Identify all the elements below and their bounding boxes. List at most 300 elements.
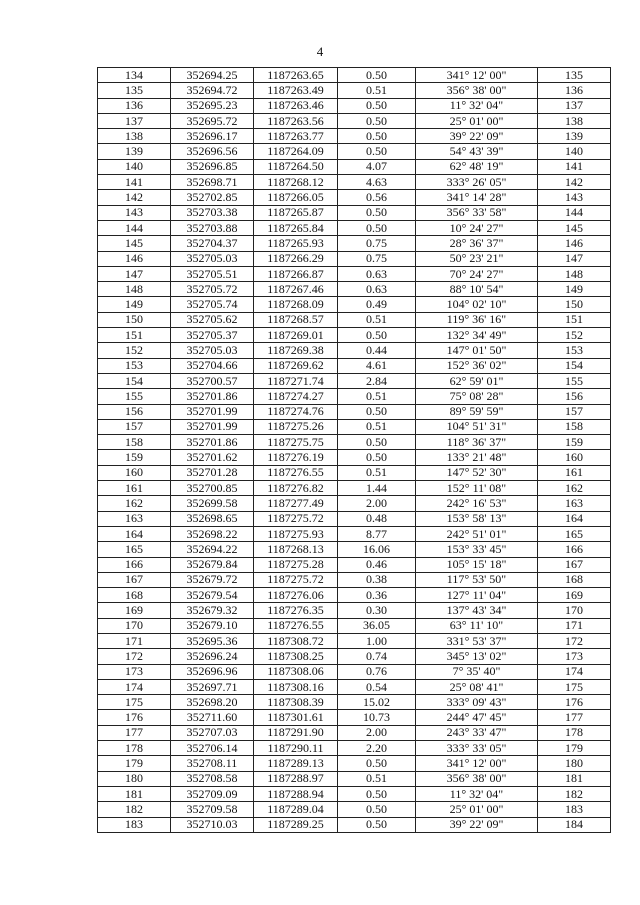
- cell-distance: 36.05: [338, 618, 416, 633]
- cell-distance: 0.46: [338, 557, 416, 572]
- cell-next-point: 173: [538, 649, 611, 664]
- cell-next-point: 166: [538, 542, 611, 557]
- coordinates-table: [97, 67, 611, 833]
- cell-distance: 2.20: [338, 741, 416, 756]
- cell-bearing: 117° 53' 50": [416, 572, 538, 587]
- cell-x: 352703.88: [171, 220, 254, 235]
- cell-distance: 0.76: [338, 664, 416, 679]
- cell-x: 352701.99: [171, 419, 254, 434]
- cell-next-point: 137: [538, 98, 611, 113]
- cell-distance: 0.30: [338, 603, 416, 618]
- cell-point: 158: [98, 435, 171, 450]
- cell-next-point: 140: [538, 144, 611, 159]
- table-row: [98, 113, 611, 128]
- cell-point: 183: [98, 817, 171, 832]
- cell-point: 146: [98, 251, 171, 266]
- cell-distance: 2.00: [338, 725, 416, 740]
- cell-bearing: 63° 11' 10": [416, 618, 538, 633]
- cell-bearing: 104° 51' 31": [416, 419, 538, 434]
- table-row: [98, 786, 611, 801]
- cell-bearing: 127° 11' 04": [416, 588, 538, 603]
- cell-point: 150: [98, 312, 171, 327]
- cell-x: 352707.03: [171, 725, 254, 740]
- cell-bearing: 105° 15' 18": [416, 557, 538, 572]
- table-row: [98, 664, 611, 679]
- cell-y: 1187288.94: [254, 786, 338, 801]
- cell-point: 157: [98, 419, 171, 434]
- cell-y: 1187275.26: [254, 419, 338, 434]
- cell-point: 149: [98, 297, 171, 312]
- cell-y: 1187264.09: [254, 144, 338, 159]
- cell-y: 1187269.62: [254, 358, 338, 373]
- cell-bearing: 147° 52' 30": [416, 465, 538, 480]
- cell-x: 352704.37: [171, 236, 254, 251]
- cell-distance: 1.44: [338, 481, 416, 496]
- cell-bearing: 7° 35' 40": [416, 664, 538, 679]
- cell-next-point: 148: [538, 266, 611, 281]
- cell-bearing: 341° 12' 00": [416, 756, 538, 771]
- table-row: [98, 312, 611, 327]
- cell-next-point: 176: [538, 695, 611, 710]
- cell-bearing: 341° 14' 28": [416, 190, 538, 205]
- cell-next-point: 151: [538, 312, 611, 327]
- cell-next-point: 184: [538, 817, 611, 832]
- cell-next-point: 162: [538, 481, 611, 496]
- cell-bearing: 54° 43' 39": [416, 144, 538, 159]
- cell-bearing: 152° 11' 08": [416, 481, 538, 496]
- cell-x: 352700.57: [171, 373, 254, 388]
- cell-x: 352695.72: [171, 113, 254, 128]
- cell-bearing: 137° 43' 34": [416, 603, 538, 618]
- cell-point: 181: [98, 786, 171, 801]
- cell-point: 135: [98, 83, 171, 98]
- cell-point: 178: [98, 741, 171, 756]
- table-row: [98, 343, 611, 358]
- cell-x: 352697.71: [171, 679, 254, 694]
- table-row: [98, 435, 611, 450]
- cell-next-point: 150: [538, 297, 611, 312]
- cell-y: 1187274.76: [254, 404, 338, 419]
- cell-distance: 0.50: [338, 328, 416, 343]
- table-row: [98, 741, 611, 756]
- cell-distance: 4.07: [338, 159, 416, 174]
- cell-y: 1187308.06: [254, 664, 338, 679]
- table-row: [98, 572, 611, 587]
- cell-bearing: 119° 36' 16": [416, 312, 538, 327]
- table-row: [98, 695, 611, 710]
- cell-bearing: 75° 08' 28": [416, 389, 538, 404]
- cell-point: 151: [98, 328, 171, 343]
- cell-x: 352696.17: [171, 129, 254, 144]
- table-row: [98, 175, 611, 190]
- cell-point: 162: [98, 496, 171, 511]
- cell-x: 352705.72: [171, 282, 254, 297]
- cell-x: 352698.65: [171, 511, 254, 526]
- cell-point: 159: [98, 450, 171, 465]
- cell-y: 1187269.38: [254, 343, 338, 358]
- cell-point: 177: [98, 725, 171, 740]
- table-row: [98, 297, 611, 312]
- cell-bearing: 243° 33' 47": [416, 725, 538, 740]
- cell-next-point: 160: [538, 450, 611, 465]
- cell-bearing: 345° 13' 02": [416, 649, 538, 664]
- cell-y: 1187308.72: [254, 633, 338, 648]
- cell-point: 152: [98, 343, 171, 358]
- cell-point: 180: [98, 771, 171, 786]
- cell-point: 172: [98, 649, 171, 664]
- cell-y: 1187265.87: [254, 205, 338, 220]
- table-row: [98, 68, 611, 83]
- cell-y: 1187275.72: [254, 572, 338, 587]
- cell-bearing: 242° 16' 53": [416, 496, 538, 511]
- cell-point: 137: [98, 113, 171, 128]
- cell-point: 142: [98, 190, 171, 205]
- cell-y: 1187268.09: [254, 297, 338, 312]
- cell-x: 352695.36: [171, 633, 254, 648]
- cell-y: 1187275.93: [254, 526, 338, 541]
- cell-next-point: 158: [538, 419, 611, 434]
- cell-bearing: 25° 01' 00": [416, 802, 538, 817]
- table-row: [98, 679, 611, 694]
- cell-bearing: 356° 38' 00": [416, 83, 538, 98]
- table-row: [98, 817, 611, 832]
- cell-bearing: 333° 33' 05": [416, 741, 538, 756]
- table-row: [98, 251, 611, 266]
- table-row: [98, 496, 611, 511]
- cell-distance: 0.48: [338, 511, 416, 526]
- cell-point: 169: [98, 603, 171, 618]
- cell-distance: 0.75: [338, 251, 416, 266]
- cell-point: 161: [98, 481, 171, 496]
- cell-point: 143: [98, 205, 171, 220]
- cell-point: 163: [98, 511, 171, 526]
- cell-x: 352698.71: [171, 175, 254, 190]
- cell-x: 352701.62: [171, 450, 254, 465]
- cell-x: 352703.38: [171, 205, 254, 220]
- cell-x: 352705.03: [171, 251, 254, 266]
- cell-y: 1187267.46: [254, 282, 338, 297]
- cell-distance: 15.02: [338, 695, 416, 710]
- table-row: [98, 328, 611, 343]
- cell-distance: 0.51: [338, 83, 416, 98]
- cell-y: 1187265.84: [254, 220, 338, 235]
- cell-y: 1187290.11: [254, 741, 338, 756]
- cell-y: 1187275.28: [254, 557, 338, 572]
- cell-x: 352696.56: [171, 144, 254, 159]
- cell-bearing: 333° 09' 43": [416, 695, 538, 710]
- cell-y: 1187277.49: [254, 496, 338, 511]
- cell-next-point: 183: [538, 802, 611, 817]
- cell-distance: 0.50: [338, 144, 416, 159]
- cell-distance: 0.51: [338, 465, 416, 480]
- table-row: [98, 542, 611, 557]
- cell-next-point: 155: [538, 373, 611, 388]
- table-row: [98, 83, 611, 98]
- cell-bearing: 331° 53' 37": [416, 633, 538, 648]
- cell-distance: 10.73: [338, 710, 416, 725]
- cell-point: 170: [98, 618, 171, 633]
- cell-point: 171: [98, 633, 171, 648]
- table-row: [98, 190, 611, 205]
- table-row: [98, 389, 611, 404]
- table-row: [98, 618, 611, 633]
- cell-distance: 0.38: [338, 572, 416, 587]
- cell-bearing: 356° 33' 58": [416, 205, 538, 220]
- cell-bearing: 28° 36' 37": [416, 236, 538, 251]
- cell-y: 1187263.49: [254, 83, 338, 98]
- cell-y: 1187289.04: [254, 802, 338, 817]
- cell-x: 352698.20: [171, 695, 254, 710]
- cell-x: 352709.09: [171, 786, 254, 801]
- cell-bearing: 88° 10' 54": [416, 282, 538, 297]
- cell-x: 352699.58: [171, 496, 254, 511]
- cell-next-point: 138: [538, 113, 611, 128]
- cell-y: 1187289.13: [254, 756, 338, 771]
- cell-x: 352695.23: [171, 98, 254, 113]
- cell-y: 1187274.27: [254, 389, 338, 404]
- cell-y: 1187276.35: [254, 603, 338, 618]
- cell-distance: 0.50: [338, 786, 416, 801]
- table-row: [98, 266, 611, 281]
- cell-distance: 0.50: [338, 98, 416, 113]
- cell-next-point: 182: [538, 786, 611, 801]
- cell-point: 139: [98, 144, 171, 159]
- cell-next-point: 147: [538, 251, 611, 266]
- table-row: [98, 205, 611, 220]
- cell-next-point: 168: [538, 572, 611, 587]
- cell-point: 153: [98, 358, 171, 373]
- table-row: [98, 526, 611, 541]
- cell-distance: 4.61: [338, 358, 416, 373]
- cell-y: 1187263.77: [254, 129, 338, 144]
- cell-point: 155: [98, 389, 171, 404]
- cell-point: 138: [98, 129, 171, 144]
- cell-next-point: 174: [538, 664, 611, 679]
- cell-point: 175: [98, 695, 171, 710]
- cell-point: 140: [98, 159, 171, 174]
- cell-x: 352701.28: [171, 465, 254, 480]
- cell-next-point: 179: [538, 741, 611, 756]
- cell-next-point: 181: [538, 771, 611, 786]
- cell-x: 352705.62: [171, 312, 254, 327]
- cell-x: 352708.11: [171, 756, 254, 771]
- cell-point: 173: [98, 664, 171, 679]
- cell-x: 352698.22: [171, 526, 254, 541]
- cell-x: 352701.86: [171, 389, 254, 404]
- cell-y: 1187264.50: [254, 159, 338, 174]
- cell-next-point: 144: [538, 205, 611, 220]
- cell-x: 352705.74: [171, 297, 254, 312]
- cell-distance: 0.50: [338, 220, 416, 235]
- cell-bearing: 62° 48' 19": [416, 159, 538, 174]
- cell-point: 160: [98, 465, 171, 480]
- cell-bearing: 133° 21' 48": [416, 450, 538, 465]
- cell-next-point: 159: [538, 435, 611, 450]
- cell-y: 1187263.56: [254, 113, 338, 128]
- cell-bearing: 25° 01' 00": [416, 113, 538, 128]
- cell-x: 352694.22: [171, 542, 254, 557]
- cell-bearing: 153° 33' 45": [416, 542, 538, 557]
- cell-bearing: 333° 26' 05": [416, 175, 538, 190]
- table-row: [98, 129, 611, 144]
- cell-x: 352700.85: [171, 481, 254, 496]
- cell-y: 1187268.12: [254, 175, 338, 190]
- cell-distance: 0.50: [338, 404, 416, 419]
- cell-x: 352679.84: [171, 557, 254, 572]
- cell-point: 147: [98, 266, 171, 281]
- cell-x: 352679.32: [171, 603, 254, 618]
- cell-point: 166: [98, 557, 171, 572]
- cell-point: 174: [98, 679, 171, 694]
- table-row: [98, 282, 611, 297]
- cell-next-point: 135: [538, 68, 611, 83]
- cell-next-point: 152: [538, 328, 611, 343]
- table-row: [98, 633, 611, 648]
- cell-next-point: 149: [538, 282, 611, 297]
- cell-point: 165: [98, 542, 171, 557]
- table-row: [98, 373, 611, 388]
- cell-distance: 0.50: [338, 756, 416, 771]
- cell-next-point: 165: [538, 526, 611, 541]
- cell-next-point: 170: [538, 603, 611, 618]
- cell-distance: 0.50: [338, 817, 416, 832]
- table-row: [98, 98, 611, 113]
- cell-x: 352701.99: [171, 404, 254, 419]
- cell-y: 1187263.46: [254, 98, 338, 113]
- table-row: [98, 419, 611, 434]
- cell-distance: 2.84: [338, 373, 416, 388]
- cell-next-point: 141: [538, 159, 611, 174]
- cell-point: 164: [98, 526, 171, 541]
- cell-y: 1187265.93: [254, 236, 338, 251]
- cell-distance: 0.51: [338, 419, 416, 434]
- cell-x: 352710.03: [171, 817, 254, 832]
- cell-bearing: 10° 24' 27": [416, 220, 538, 235]
- cell-point: 154: [98, 373, 171, 388]
- cell-bearing: 356° 38' 00": [416, 771, 538, 786]
- cell-distance: 0.50: [338, 205, 416, 220]
- table-row: [98, 725, 611, 740]
- cell-bearing: 147° 01' 50": [416, 343, 538, 358]
- table-row: [98, 236, 611, 251]
- table-row: [98, 802, 611, 817]
- table-row: [98, 756, 611, 771]
- cell-y: 1187275.75: [254, 435, 338, 450]
- table-row: [98, 450, 611, 465]
- cell-y: 1187266.87: [254, 266, 338, 281]
- cell-bearing: 39° 22' 09": [416, 129, 538, 144]
- table-row: [98, 465, 611, 480]
- cell-y: 1187268.13: [254, 542, 338, 557]
- cell-y: 1187308.25: [254, 649, 338, 664]
- cell-distance: 0.56: [338, 190, 416, 205]
- cell-y: 1187266.05: [254, 190, 338, 205]
- cell-bearing: 244° 47' 45": [416, 710, 538, 725]
- cell-point: 145: [98, 236, 171, 251]
- cell-distance: 0.36: [338, 588, 416, 603]
- cell-point: 156: [98, 404, 171, 419]
- cell-next-point: 172: [538, 633, 611, 648]
- table-row: [98, 710, 611, 725]
- cell-next-point: 163: [538, 496, 611, 511]
- cell-distance: 1.00: [338, 633, 416, 648]
- cell-distance: 0.63: [338, 282, 416, 297]
- cell-y: 1187263.65: [254, 68, 338, 83]
- table-row: [98, 511, 611, 526]
- cell-bearing: 132° 34' 49": [416, 328, 538, 343]
- cell-bearing: 11° 32' 04": [416, 98, 538, 113]
- cell-y: 1187276.06: [254, 588, 338, 603]
- cell-bearing: 153° 58' 13": [416, 511, 538, 526]
- cell-bearing: 11° 32' 04": [416, 786, 538, 801]
- cell-distance: 0.74: [338, 649, 416, 664]
- cell-distance: 0.54: [338, 679, 416, 694]
- cell-distance: 0.50: [338, 129, 416, 144]
- table-row: [98, 358, 611, 373]
- cell-distance: 0.51: [338, 771, 416, 786]
- cell-distance: 0.44: [338, 343, 416, 358]
- cell-point: 168: [98, 588, 171, 603]
- table-row: [98, 649, 611, 664]
- cell-distance: 0.51: [338, 389, 416, 404]
- table-row: [98, 144, 611, 159]
- cell-bearing: 50° 23' 21": [416, 251, 538, 266]
- cell-next-point: 175: [538, 679, 611, 694]
- cell-y: 1187276.55: [254, 618, 338, 633]
- cell-y: 1187288.97: [254, 771, 338, 786]
- cell-next-point: 171: [538, 618, 611, 633]
- cell-x: 352694.72: [171, 83, 254, 98]
- cell-next-point: 167: [538, 557, 611, 572]
- cell-y: 1187271.74: [254, 373, 338, 388]
- cell-next-point: 169: [538, 588, 611, 603]
- cell-distance: 0.50: [338, 68, 416, 83]
- cell-next-point: 145: [538, 220, 611, 235]
- cell-point: 167: [98, 572, 171, 587]
- table-row: [98, 771, 611, 786]
- cell-point: 176: [98, 710, 171, 725]
- cell-bearing: 70° 24' 27": [416, 266, 538, 281]
- cell-point: 141: [98, 175, 171, 190]
- cell-y: 1187291.90: [254, 725, 338, 740]
- cell-x: 352679.72: [171, 572, 254, 587]
- table-row: [98, 404, 611, 419]
- cell-y: 1187266.29: [254, 251, 338, 266]
- cell-x: 352706.14: [171, 741, 254, 756]
- cell-y: 1187269.01: [254, 328, 338, 343]
- cell-point: 182: [98, 802, 171, 817]
- cell-next-point: 136: [538, 83, 611, 98]
- cell-next-point: 146: [538, 236, 611, 251]
- cell-x: 352679.54: [171, 588, 254, 603]
- cell-bearing: 152° 36' 02": [416, 358, 538, 373]
- coordinates-table-body: [98, 68, 611, 833]
- cell-bearing: 242° 51' 01": [416, 526, 538, 541]
- cell-y: 1187276.55: [254, 465, 338, 480]
- cell-x: 352696.85: [171, 159, 254, 174]
- cell-y: 1187276.82: [254, 481, 338, 496]
- cell-x: 352679.10: [171, 618, 254, 633]
- cell-bearing: 39° 22' 09": [416, 817, 538, 832]
- cell-x: 352711.60: [171, 710, 254, 725]
- cell-x: 352705.03: [171, 343, 254, 358]
- cell-bearing: 341° 12' 00": [416, 68, 538, 83]
- cell-next-point: 139: [538, 129, 611, 144]
- cell-next-point: 164: [538, 511, 611, 526]
- cell-distance: 0.63: [338, 266, 416, 281]
- cell-distance: 0.75: [338, 236, 416, 251]
- cell-distance: 0.49: [338, 297, 416, 312]
